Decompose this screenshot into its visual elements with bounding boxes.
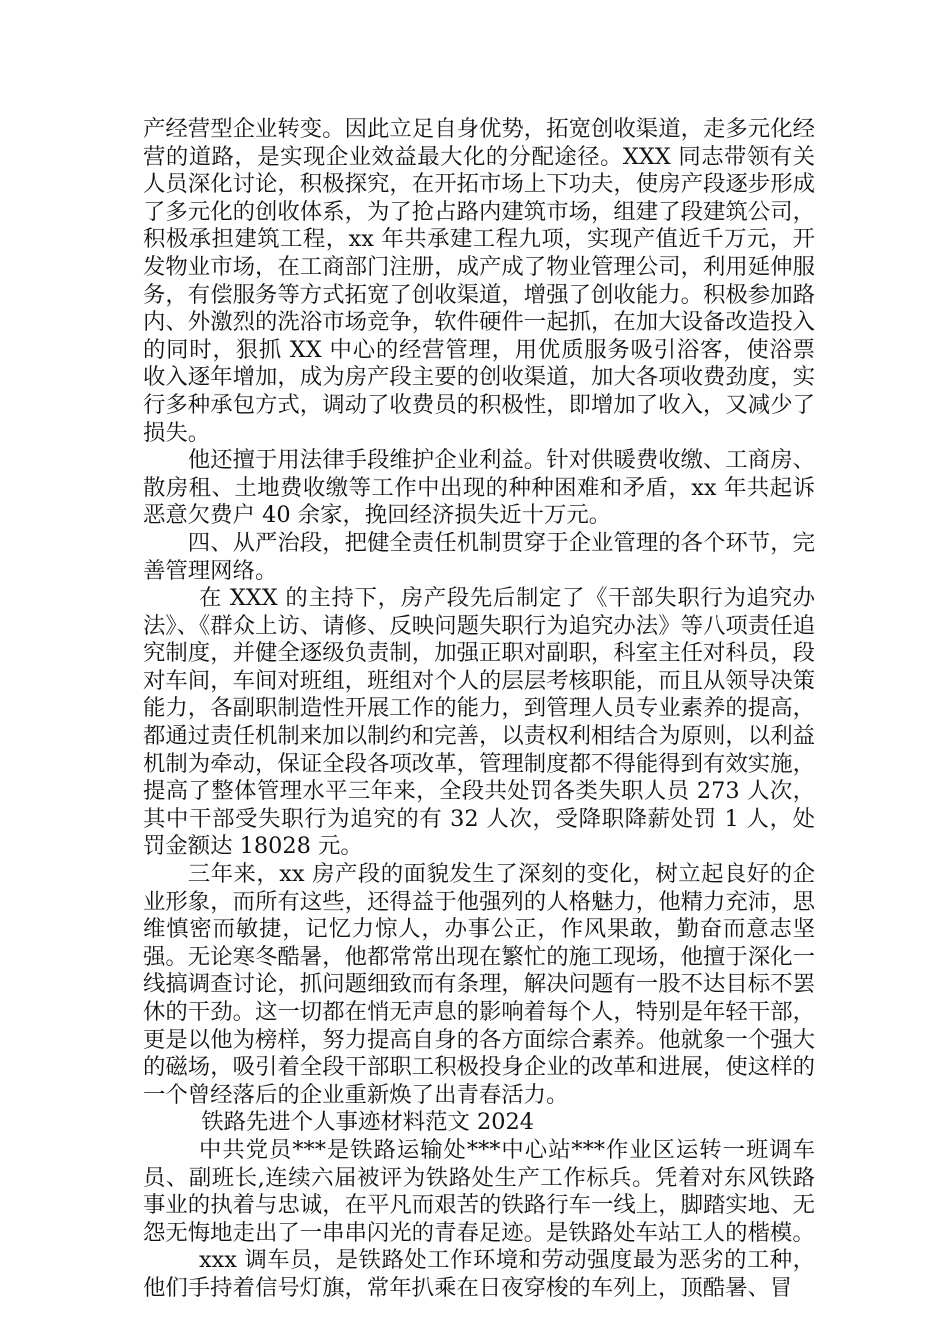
document-title: 铁路先进个人事迹材料范文 2024	[201, 1109, 535, 1136]
paragraph-4: 在 XXX 的主持下，房产段先后制定了《干部失职行为追究办法》、《群众上访、请修、反映问题失职行为追究办法》等八项责任追究制度，并健全逐级负责制，加强正职对副职，科室主任对科员，段对车间，车间对班组，班组对个人的层层考核职能，而且从领导决策能力，各副职制造性开展工作的能力，到管理人员专业素养的提高，都通过责任机制来加以制约和完善，以责权利相结合为原则，以利益机制为牵动，保证全段各项改革，管理制度都不得能得到有效实施，提高了整体管理水平三年来，全段共处罚各类失职人员 273 人次，其中干部受失职行为追究的有 32 人次，受降职降薪处罚 1 人，处罚金额达 18028 元。	[143, 585, 815, 860]
document-page	[143, 116, 815, 1303]
paragraph-7: xxx 调车员，是铁路处工作环境和劳动强度最为恶劣的工种，他们手持着信号灯旗，常年扒乘在日夜穿梭的车列上，顶酷暑、冒	[143, 1247, 815, 1301]
paragraph-6: 中共党员***是铁路运输处***中心站***作业区运转一班调车员、副班长,连续六届被评为铁路处生产工作标兵。凭着对东风铁路事业的执着与忠诚，在平凡而艰苦的铁路行车一线上，脚踏实地、无怨无悔地走出了一串串闪光的青春足迹。是铁路处车站工人的楷模。	[143, 1136, 815, 1246]
paragraph-2: 他还擅于用法律手段维护企业利益。针对供暖费收缴、工商房、散房租、土地费收缴等工作中出现的种种困难和矛盾，xx 年共起诉恶意欠费户 40 余家，挽回经济损失近十万元。	[143, 447, 815, 529]
paragraph-3-section-heading: 四、从严治段，把健全责任机制贯穿于企业管理的各个环节，完善管理网络。	[143, 529, 815, 584]
paragraph-1: 产经营型企业转变。因此立足自身优势，拓宽创收渠道，走多元化经营的道路，是实现企业效益最大化的分配途径。XXX 同志带领有关人员深化讨论，积极探究，在开拓市场上下功夫，使房产段逐步形成了多元化的创收体系，为了抢占路内建筑市场，组建了段建筑公司，积极承担建筑工程，xx 年共承建工程九项，实现产值近千万元，开发物业市场，在工商部门注册，成产成了物业管理公司，利用延伸服务，有偿服务等方式拓宽了创收渠道，增强了创收能力。积极参加路内、外激烈的洗浴市场竞争，软件硬件一起抓，在加大设备改造投入的同时，狠抓 XX 中心的经营管理，用优质服务吸引浴客，使浴票收入逐年增加，成为房产段主要的创收渠道，加大各项收费劲度，实行多种承包方式，调动了收费员的积极性，即增加了收入，又减少了损失。	[143, 116, 815, 446]
paragraph-5: 三年来，xx 房产段的面貌发生了深刻的变化，树立起良好的企业形象，而所有这些，还得益于他强列的人格魅力，他精力充沛，思维慎密而敏捷，记忆力惊人，办事公正，作风果敢，勤奋而意志坚强。无论寒冬酷暑，他都常常出现在繁忙的施工现场，他擅于深化一线搞调查讨论，抓问题细致而有条理，解决问题有一股不达目标不罢休的干劲。这一切都在悄无声息的影响着每个人，特别是年轻干部，更是以他为榜样，努力提高自身的各方面综合素养。他就象一个强大的磁场，吸引着全段干部职工积极投身企业的改革和进展，使这样的一个曾经落后的企业重新焕了出青春活力。	[143, 861, 815, 1108]
